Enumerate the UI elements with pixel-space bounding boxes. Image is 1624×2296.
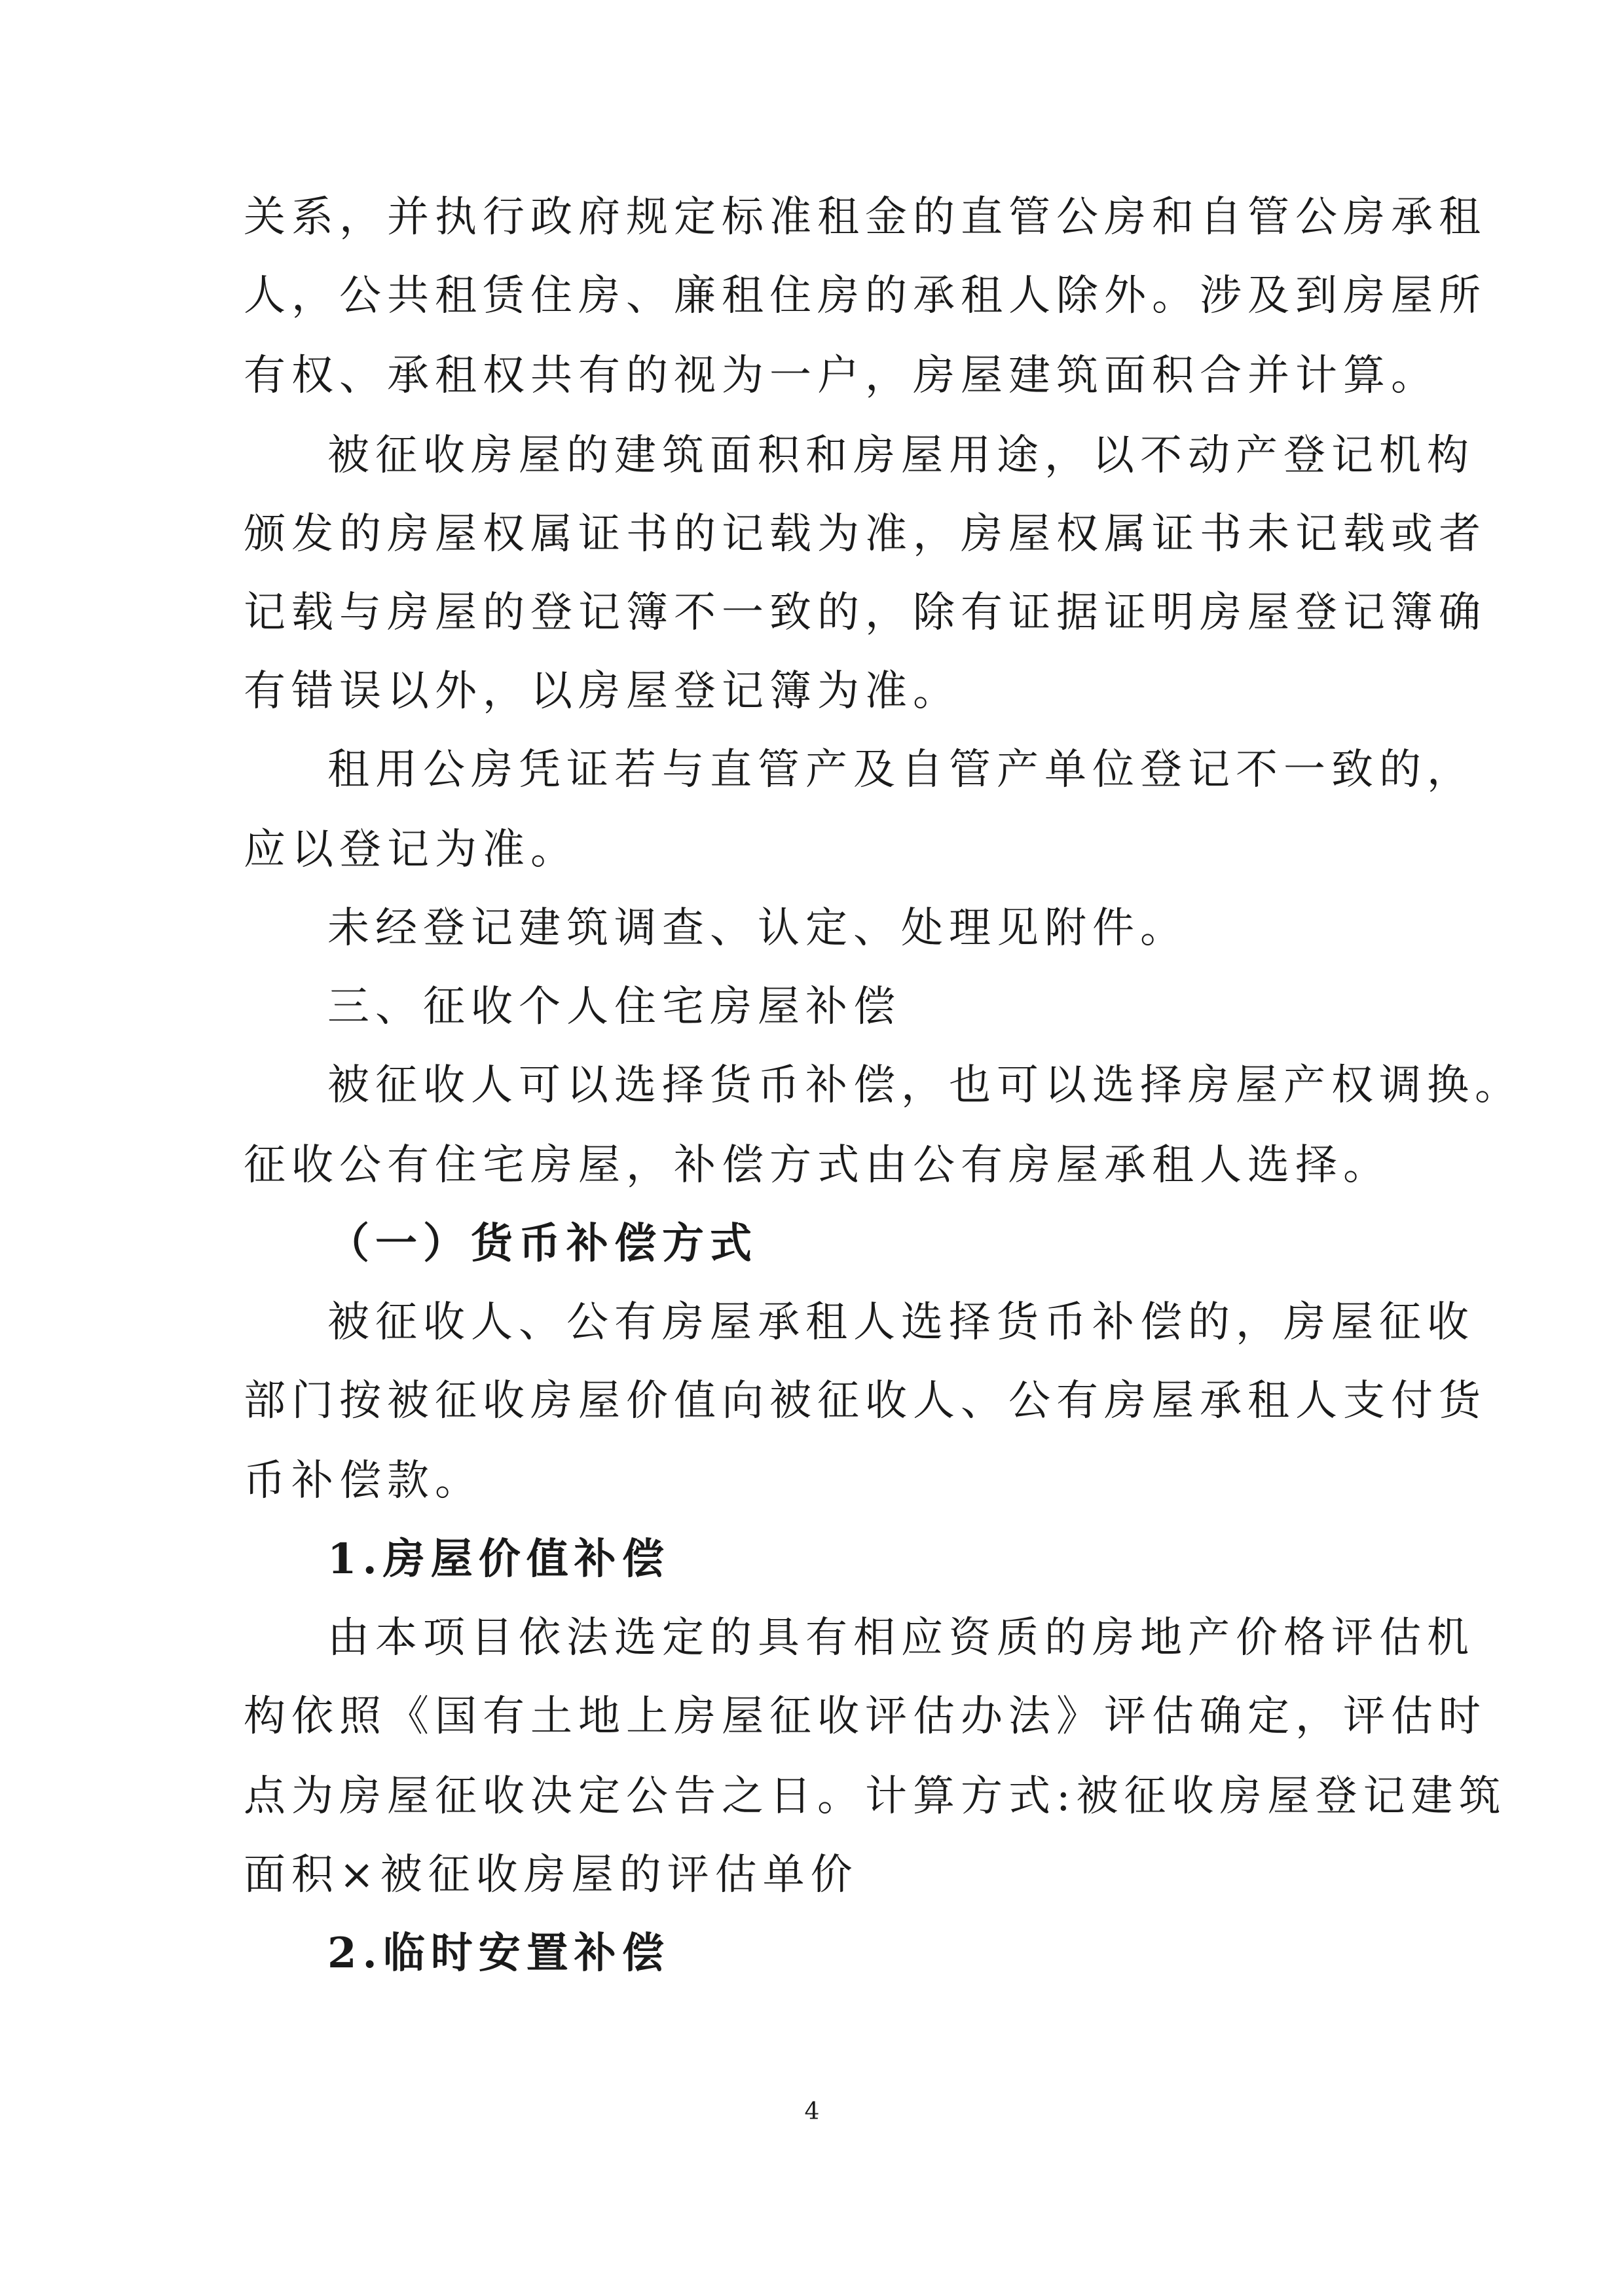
body-line-2: 人，公共租赁住房、廉租住房的承租人除外。涉及到房屋所 (244, 272, 1486, 320)
body-line-20: 构依照《国有土地上房屋征收评估办法》评估确定，评估时 (244, 1692, 1486, 1741)
body-line-8: 租用公房凭证若与直管产及自管产单位登记不一致的， (327, 746, 1475, 794)
item-heading-2: 2.临时安置补偿 (327, 1929, 670, 1978)
item-heading-1: 1.房屋价值补偿 (327, 1535, 670, 1584)
section-heading: 三、征收个人住宅房屋补偿 (327, 983, 901, 1031)
page-number: 4 (804, 2098, 820, 2125)
body-line-22: 面积×被征收房屋的评估单价 (244, 1851, 858, 1899)
body-line-12: 被征收人可以选择货币补偿，也可以选择房屋产权调换。 (327, 1061, 1522, 1110)
body-line-9: 应以登记为准。 (244, 826, 578, 874)
body-line-19: 由本项目依法选定的具有相应资质的房地产价格评估机 (327, 1614, 1475, 1662)
subsection-heading: （一）货币补偿方式 (327, 1219, 758, 1268)
body-line-5: 颁发的房屋权属证书的记载为准，房屋权属证书未记载或者 (244, 510, 1486, 558)
body-line-21: 点为房屋征收决定公告之日。计算方式:被征收房屋登记建筑 (244, 1772, 1507, 1821)
body-line-7: 有错误以外，以房屋登记簿为准。 (244, 667, 961, 716)
body-line-13: 征收公有住宅房屋，补偿方式由公有房屋承租人选择。 (244, 1141, 1391, 1190)
body-line-10: 未经登记建筑调查、认定、处理见附件。 (327, 904, 1188, 953)
body-line-16: 部门按被征收房屋价值向被征收人、公有房屋承租人支付货 (244, 1377, 1486, 1425)
body-line-4: 被征收房屋的建筑面积和房屋用途，以不动产登记机构 (327, 431, 1475, 480)
body-line-3: 有权、承租权共有的视为一户，房屋建筑面积合并计算。 (244, 352, 1439, 400)
body-line-6: 记载与房屋的登记簿不一致的，除有证据证明房屋登记簿确 (244, 589, 1486, 637)
body-line-15: 被征收人、公有房屋承租人选择货币补偿的，房屋征收 (327, 1298, 1475, 1347)
body-line-1: 关系，并执行政府规定标准租金的直管公房和自管公房承租 (244, 193, 1486, 242)
body-line-17: 币补偿款。 (244, 1457, 483, 1505)
